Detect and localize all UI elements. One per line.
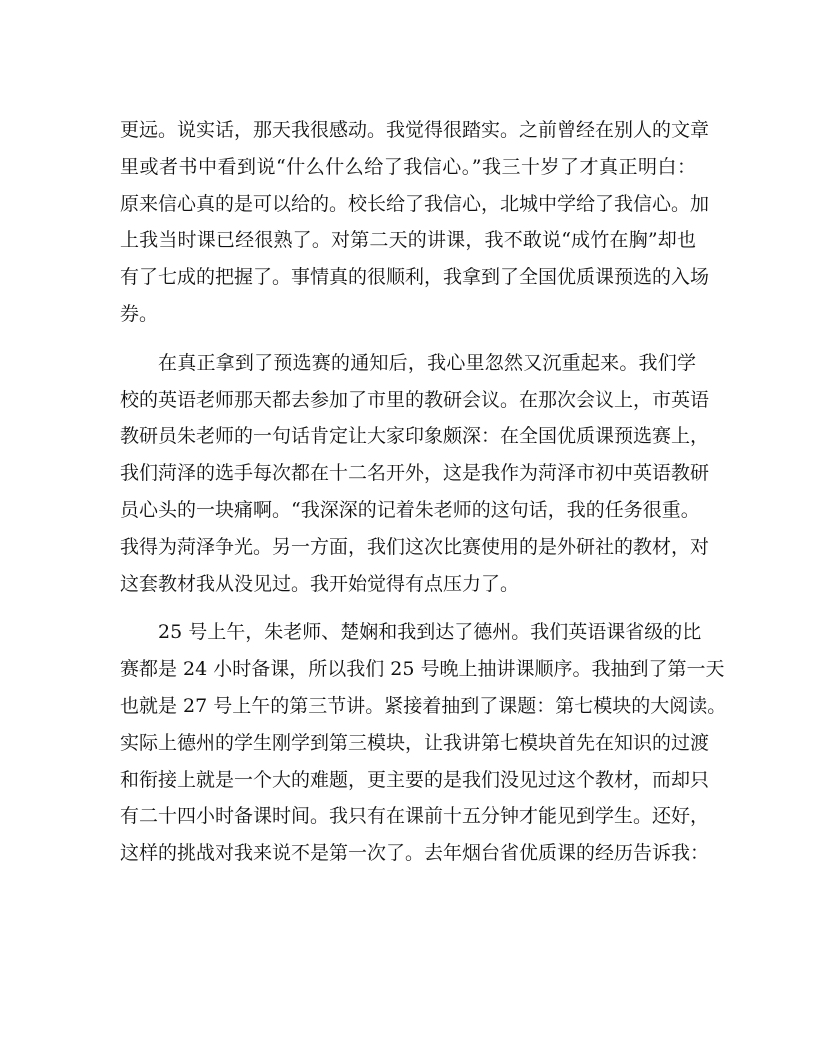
paragraph-1 <box>120 112 710 333</box>
text-line: 有了七成的把握了。事情真的很顺利，我拿到了全国优质课预选的入场 <box>120 266 710 289</box>
paragraph-3 <box>120 614 727 872</box>
text-line: 实际上德州的学生刚学到第三模块，让我讲第七模块首先在知识的过渡 <box>120 731 710 754</box>
text-line: 教研员朱老师的一句话肯定让大家印象颇深：在全国优质课预选赛上， <box>120 425 710 448</box>
text-line: 里或者书中看到说“什么什么给了我信心。”我三十岁了才真正明白： <box>120 155 696 178</box>
document-body <box>120 112 727 872</box>
text-line: 25 号上午，朱老师、楚娴和我到达了德州。我们英语课省级的比 <box>158 621 702 644</box>
text-line: 我得为菏泽争光。另一方面，我们这次比赛使用的是外研社的教材，对 <box>120 535 710 558</box>
text-line: 赛都是 24 小时备课，所以我们 25 号晚上抽讲课顺序。我抽到了第一天 <box>120 658 725 681</box>
paragraph-2 <box>120 345 710 603</box>
text-line: 券。 <box>120 302 159 325</box>
text-line: 有二十四小时备课时间。我只有在课前十五分钟才能见到学生。还好， <box>120 805 710 828</box>
paragraph-spacer <box>120 602 696 614</box>
text-line: 在真正拿到了预选赛的通知后，我心里忽然又沉重起来。我们学 <box>158 351 696 374</box>
text-line: 这样的挑战对我来说不是第一次了。去年烟台省优质课的经历告诉我： <box>120 842 710 865</box>
text-line: 员心头的一块痛啊。“我深深的记着朱老师的这句话，我的任务很重。 <box>120 498 700 521</box>
text-line: 原来信心真的是可以给的。校长给了我信心，北城中学给了我信心。加 <box>120 192 710 215</box>
text-line: 更远。说实话，那天我很感动。我觉得很踏实。之前曾经在别人的文章 <box>120 119 710 141</box>
text-line: 上我当时课已经很熟了。对第二天的讲课，我不敢说“成竹在胸”却也 <box>120 229 696 252</box>
text-line: 我们菏泽的选手每次都在十二名开外，这是我作为菏泽市初中英语教研 <box>120 462 710 485</box>
text-line: 这套教材我从没见过。我开始觉得有点压力了。 <box>120 572 520 595</box>
paragraph-spacer <box>120 333 696 345</box>
text-line: 和衔接上就是一个大的难题，更主要的是我们没见过这个教材，而却只 <box>120 768 710 791</box>
text-line: 校的英语老师那天都去参加了市里的教研会议。在那次会议上，市英语 <box>120 388 710 411</box>
text-line: 也就是 27 号上午的第三节讲。紧接着抽到了课题：第七模块的大阅读。 <box>120 694 727 717</box>
